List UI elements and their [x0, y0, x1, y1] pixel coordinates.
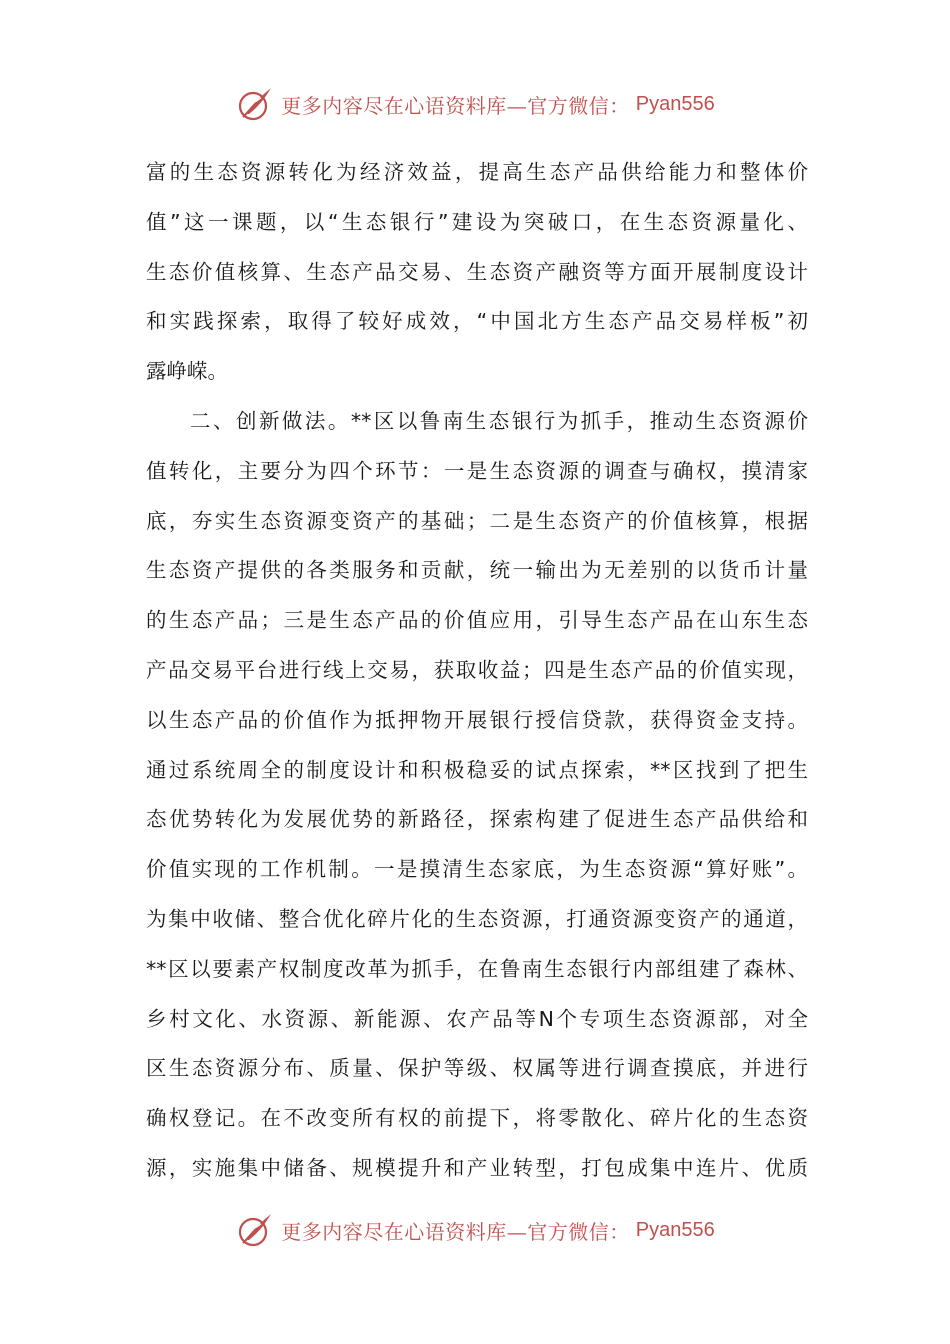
body-line: 乡村文化、水资源、新能源、农产品等N个专项生态资源部，对全 — [146, 1006, 808, 1031]
quill-logo-icon — [235, 1210, 275, 1250]
body-line: 和实践探索，取得了较好成效，“中国北方生态产品交易样板”初 — [146, 309, 808, 334]
body-line: 态优势转化为发展优势的新路径，探索构建了促进生态产品供给和 — [146, 807, 808, 832]
body-line: 值”这一课题，以“生态银行”建设为突破口，在生态资源量化、 — [146, 209, 808, 234]
body-line: 富的生态资源转化为经济效益，提高生态产品供给能力和整体价 — [146, 160, 808, 184]
quill-logo-icon — [235, 84, 275, 124]
body-line: **区以要素产权制度改革为抓手，在鲁南生态银行内部组建了森林、 — [146, 956, 808, 981]
body-line: 价值实现的工作机制。一是摸清生态家底，为生态资源“算好账”。 — [146, 857, 808, 882]
body-line: 的生态产品；三是生态产品的价值应用，引导生态产品在山东生态 — [146, 608, 808, 633]
banner-text: 更多内容尽在心语资料库—官方微信： — [281, 93, 630, 118]
body-line: 确权登记。在不改变所有权的前提下，将零散化、碎片化的生态资 — [146, 1106, 808, 1131]
body-line: 源，实施集中储备、规模提升和产业转型，打包成集中连片、优质 — [146, 1155, 808, 1180]
body-line: 生态价值核算、生态产品交易、生态资产融资等方面开展制度设计 — [146, 259, 808, 284]
body-line: 产品交易平台进行线上交易，获取收益；四是生态产品的价值实现， — [146, 657, 808, 682]
body-line: 通过系统周全的制度设计和积极稳妥的试点探索，**区找到了把生 — [146, 757, 808, 782]
body-line: 露峥嵘。 — [146, 359, 228, 384]
body-line: 区生态资源分布、质量、保护等级、权属等进行调查摸底，并进行 — [146, 1056, 808, 1081]
footer-banner — [0, 1208, 950, 1252]
body-line: 生态资产提供的各类服务和贡献，统一输出为无差别的以货币计量 — [146, 558, 808, 583]
wechat-id: Pyan556 — [635, 1218, 715, 1241]
wechat-id: Pyan556 — [635, 92, 715, 115]
banner-text: 更多内容尽在心语资料库—官方微信： — [281, 1219, 630, 1244]
body-line: 为集中收储、整合优化碎片化的生态资源，打通资源变资产的通道， — [146, 906, 808, 931]
header-banner — [0, 82, 950, 126]
body-line: 二、创新做法。**区以鲁南生态银行为抓手，推动生态资源价 — [190, 408, 808, 433]
body-line: 以生态产品的价值作为抵押物开展银行授信贷款，获得资金支持。 — [146, 707, 808, 732]
body-line: 底，夯实生态资源变资产的基础；二是生态资产的价值核算，根据 — [146, 508, 808, 533]
document-body — [146, 148, 818, 1194]
body-line: 值转化，主要分为四个环节：一是生态资源的调查与确权，摸清家 — [146, 458, 808, 483]
